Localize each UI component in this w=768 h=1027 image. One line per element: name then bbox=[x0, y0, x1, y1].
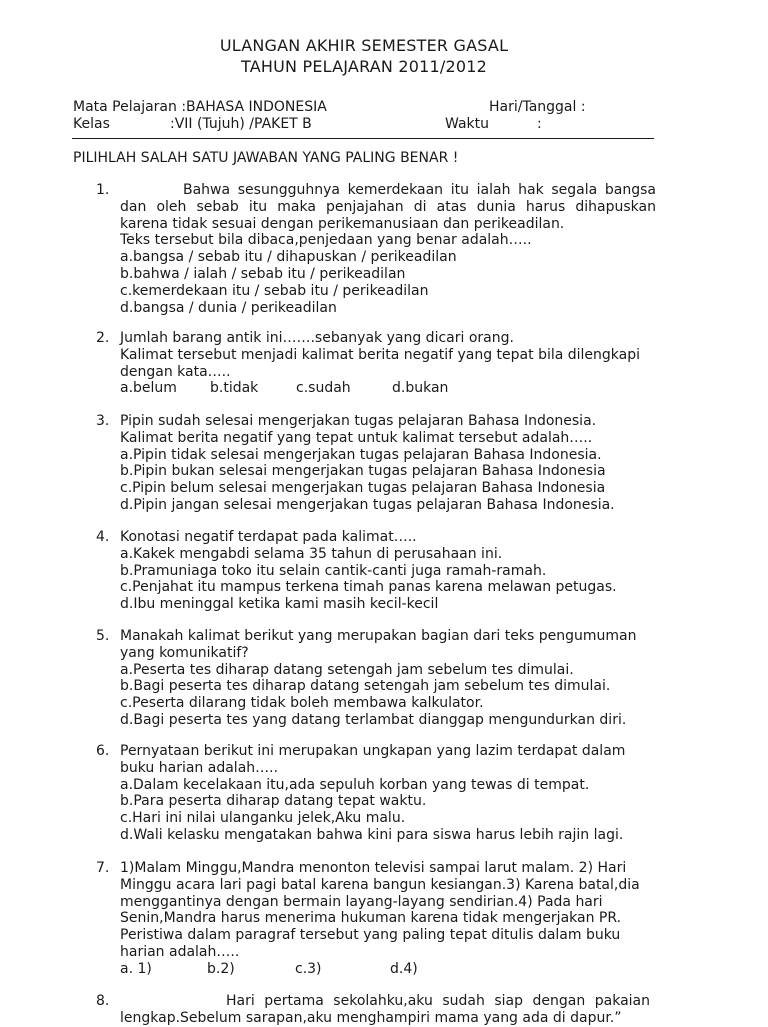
question-prompt: harian adalah….. bbox=[120, 943, 240, 960]
answer-option-d: d.Ibu meninggal ketika kami masih kecil-kecil bbox=[120, 596, 439, 613]
answer-option-b: b.Pipin bukan selesai mengerjakan tugas pelajaran Bahasa Indonesia bbox=[120, 463, 606, 480]
question-text-line: Hari pertama sekolahku,aku sudah siap dengan pakaian bbox=[226, 993, 650, 1009]
instruction: PILIHLAH SALAH SATU JAWABAN YANG PALING BENAR ! bbox=[73, 150, 459, 166]
class-value: :VII (Tujuh) /PAKET B bbox=[170, 116, 312, 132]
question-prompt: dengan kata….. bbox=[120, 363, 231, 380]
question-body bbox=[120, 330, 656, 397]
question-text-line: Peristiwa dalam paragraf tersebut yang paling tepat ditulis dalam buku bbox=[120, 927, 621, 944]
answer-option-d: d.bukan bbox=[392, 380, 449, 397]
question-number: 3. bbox=[96, 413, 110, 429]
question-number: 8. bbox=[96, 993, 110, 1009]
answer-option-b: b.Pramuniaga toko itu selain cantik-canti juga ramah-ramah. bbox=[120, 562, 547, 579]
question-text-line: Minggu acara lari pagi batal karena bangun kesiangan.3) Karena batal,dia bbox=[120, 876, 640, 893]
question-body bbox=[120, 182, 656, 316]
question-prompt: yang komunikatif? bbox=[120, 644, 249, 661]
question-body bbox=[120, 860, 656, 978]
question-prompt: Konotasi negatif terdapat pada kalimat….. bbox=[120, 529, 417, 545]
question-body bbox=[120, 743, 656, 844]
answer-option-a: a.Pipin tidak selesai mengerjakan tugas pelajaran Bahasa Indonesia. bbox=[120, 446, 602, 463]
answer-options-row bbox=[120, 961, 656, 978]
answer-option-a: a.Dalam kecelakaan itu,ada sepuluh korban yang tewas di tempat. bbox=[120, 776, 590, 793]
answer-option-d: d.Wali kelasku mengatakan bahwa kini para siswa harus lebih rajin lagi. bbox=[120, 826, 624, 843]
question-body bbox=[120, 413, 656, 514]
answer-option-c: c.Penjahat itu mampus terkena timah panas karena melawan petugas. bbox=[120, 579, 617, 596]
subject-label: Mata Pelajaran :BAHASA INDONESIA bbox=[73, 99, 327, 115]
header-divider bbox=[72, 138, 654, 139]
question-number: 4. bbox=[96, 529, 110, 545]
answer-option-a: a. 1) bbox=[120, 960, 152, 977]
exam-title: ULANGAN AKHIR SEMESTER GASAL bbox=[219, 36, 509, 55]
question-text-line: Kalimat tersebut menjadi kalimat berita negatif yang tepat bila dilengkapi bbox=[120, 346, 641, 363]
question-number: 5. bbox=[96, 628, 110, 644]
question-text-line: dan oleh sebab itu maka penjajahan di atas dunia harus dihapuskan bbox=[120, 198, 656, 215]
question-body bbox=[120, 628, 656, 729]
question-text-line: Manakah kalimat berikut yang merupakan bagian dari teks pengumuman bbox=[120, 628, 637, 644]
question-text-line: menggantinya dengan bermain layang-layang sendirian.4) Pada hari bbox=[120, 893, 603, 910]
question-prompt: Kalimat berita negatif yang tepat untuk kalimat tersebut adalah….. bbox=[120, 429, 593, 446]
answer-option-b: b.Para peserta diharap datang tepat waktu. bbox=[120, 793, 427, 810]
question-number: 7. bbox=[96, 860, 110, 876]
question-text-line: Pernyataan berikut ini merupakan ungkapan yang lazim terdapat dalam bbox=[120, 743, 626, 759]
answer-option-c: c.Hari ini nilai ulanganku jelek,Aku malu. bbox=[120, 810, 406, 827]
answer-option-a: a.Peserta tes diharap datang setengah jam sebelum tes dimulai. bbox=[120, 661, 574, 678]
question-number: 2. bbox=[96, 330, 110, 346]
question-number: 1. bbox=[96, 182, 110, 198]
answer-option-a: a.Kakek mengabdi selama 35 tahun di perusahaan ini. bbox=[120, 545, 503, 562]
exam-year: TAHUN PELAJARAN 2011/2012 bbox=[241, 57, 487, 76]
answer-option-c: c.Pipin belum selesai mengerjakan tugas pelajaran Bahasa Indonesia bbox=[120, 480, 606, 497]
question-prompt: buku harian adalah….. bbox=[120, 759, 279, 776]
answer-option-b: b.bahwa / ialah / sebab itu / perikeadilan bbox=[120, 265, 406, 282]
answer-option-b: b.tidak bbox=[210, 380, 259, 397]
question-body bbox=[120, 529, 656, 613]
question-number: 6. bbox=[96, 743, 110, 759]
answer-option-d: d.Bagi peserta tes yang datang terlambat dianggap mengundurkan diri. bbox=[120, 711, 627, 728]
answer-option-c: c.sudah bbox=[296, 380, 351, 397]
question-text-line: Jumlah barang antik ini…….sebanyak yang dicari orang. bbox=[120, 330, 514, 346]
time-label: Waktu bbox=[445, 116, 489, 132]
question-text-line: Pipin sudah selesai mengerjakan tugas pelajaran Bahasa Indonesia. bbox=[120, 413, 597, 429]
answer-option-a: a.belum bbox=[120, 380, 177, 397]
answer-options-row bbox=[120, 380, 656, 397]
answer-option-c: c.3) bbox=[295, 960, 322, 977]
day-date-label: Hari/Tanggal : bbox=[489, 99, 586, 115]
answer-option-c: c.kemerdekaan itu / sebab itu / perikeadilan bbox=[120, 282, 429, 299]
question-text-line: lengkap.Sebelum sarapan,aku menghampiri mama yang ada di dapur.” bbox=[120, 1009, 622, 1026]
answer-option-d: d.4) bbox=[390, 960, 418, 977]
question-prompt: Teks tersebut bila dibaca,penjedaan yang benar adalah….. bbox=[120, 232, 532, 249]
time-colon: : bbox=[537, 116, 542, 132]
answer-option-b: b.Bagi peserta tes diharap datang setengah jam sebelum tes dimulai. bbox=[120, 678, 611, 695]
answer-option-a: a.bangsa / sebab itu / dihapuskan / perikeadilan bbox=[120, 249, 457, 266]
answer-option-b: b.2) bbox=[207, 960, 235, 977]
answer-option-d: d.bangsa / dunia / perikeadilan bbox=[120, 299, 337, 316]
answer-option-d: d.Pipin jangan selesai mengerjakan tugas pelajaran Bahasa Indonesia. bbox=[120, 496, 615, 513]
question-text-line: karena tidak sesuai dengan perikemanusiaan dan perikeadilan. bbox=[120, 215, 565, 232]
question-body bbox=[120, 993, 650, 1027]
question-text-line: Senin,Mandra harus menerima hukuman karena tidak mengerjakan PR. bbox=[120, 910, 622, 927]
question-text-line: 1)Malam Minggu,Mandra menonton televisi sampai larut malam. 2) Hari bbox=[120, 860, 627, 876]
answer-option-c: c.Peserta dilarang tidak boleh membawa kalkulator. bbox=[120, 695, 484, 712]
question-text-line: Bahwa sesungguhnya kemerdekaan itu ialah hak segala bangsa bbox=[183, 182, 656, 198]
class-label: Kelas bbox=[73, 116, 110, 132]
